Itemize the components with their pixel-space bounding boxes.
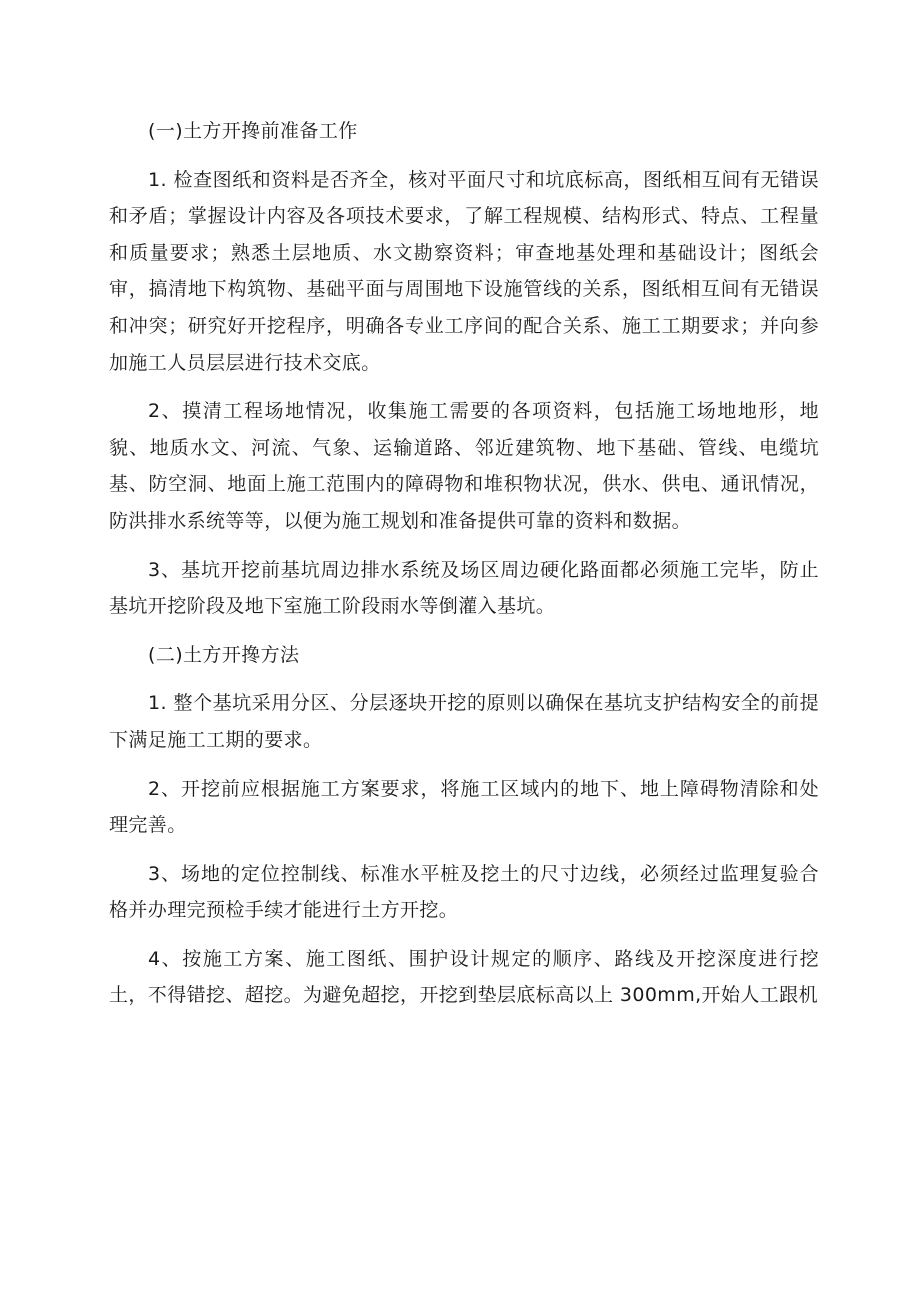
section-heading-method: (二)土方开搀方法 [148, 643, 300, 666]
paragraph-6-control-lines: 3、场地的定位控制线、标准水平桩及挖土的尺寸边线，必须经过监理复验合格并办理完预检手续才能进行土方开挖。 [109, 862, 819, 922]
paragraph-3-drainage: 3、基坑开挖前基坑周边排水系统及场区周边硬化路面都必须施工完毕，防止基坑开挖阶段及地下室施工阶段雨水等倒灌入基坑。 [109, 558, 819, 618]
section-heading-preparation: (一)土方开搀前准备工作 [148, 120, 358, 142]
paragraph-2-site-survey: 2、摸清工程场地情况，收集施工需要的各项资料，包括施工场地地形，地貌、地质水文、河流、气象、运输道路、邻近建筑物、地下基础、管线、电缆坑基、防空洞、地面上施工范围内的障碍物和堆积物状况，供水、供电、通讯情况，防洪排水系统等等，以便为施工规划和准备提供可靠的资料和数据。 [109, 400, 819, 532]
paragraph-5-clear-obstacles: 2、开挖前应根据施工方案要求，将施工区域内的地下、地上障碍物清除和处理完善。 [109, 777, 819, 837]
paragraph-1-check-drawings: 1. 检查图纸和资料是否齐全，核对平面尺寸和坑底标高，图纸相互间有无错误和矛盾；掌握设计内容及各项技术要求，了解工程规模、结构形式、特点、工程量和质量要求；熟悉土层地质、水文勘察资料；审查地基处理和基础设计；图纸会审，搞清地下构筑物、基础平面与周围地下设施管线的关系，图纸相互间有无错误和冲突；研究好开挖程序，明确各专业工序间的配合关系、施工工期要求；并向参加施工人员层层进行技术交底。 [109, 168, 819, 374]
document-body [109, 113, 819, 1026]
paragraph-4-zoned-excavation: 1. 整个基坑采用分区、分层逐块开挖的原则以确保在基坑支护结构安全的前提下满足施工工期的要求。 [109, 692, 819, 751]
paragraph-7-excavation-order: 4、按施工方案、施工图纸、围护设计规定的顺序、路线及开挖深度进行挖土，不得错挖、超挖。为避免超挖，开挖到垫层底标高以上 300mm,开始人工跟机 [109, 947, 819, 1007]
